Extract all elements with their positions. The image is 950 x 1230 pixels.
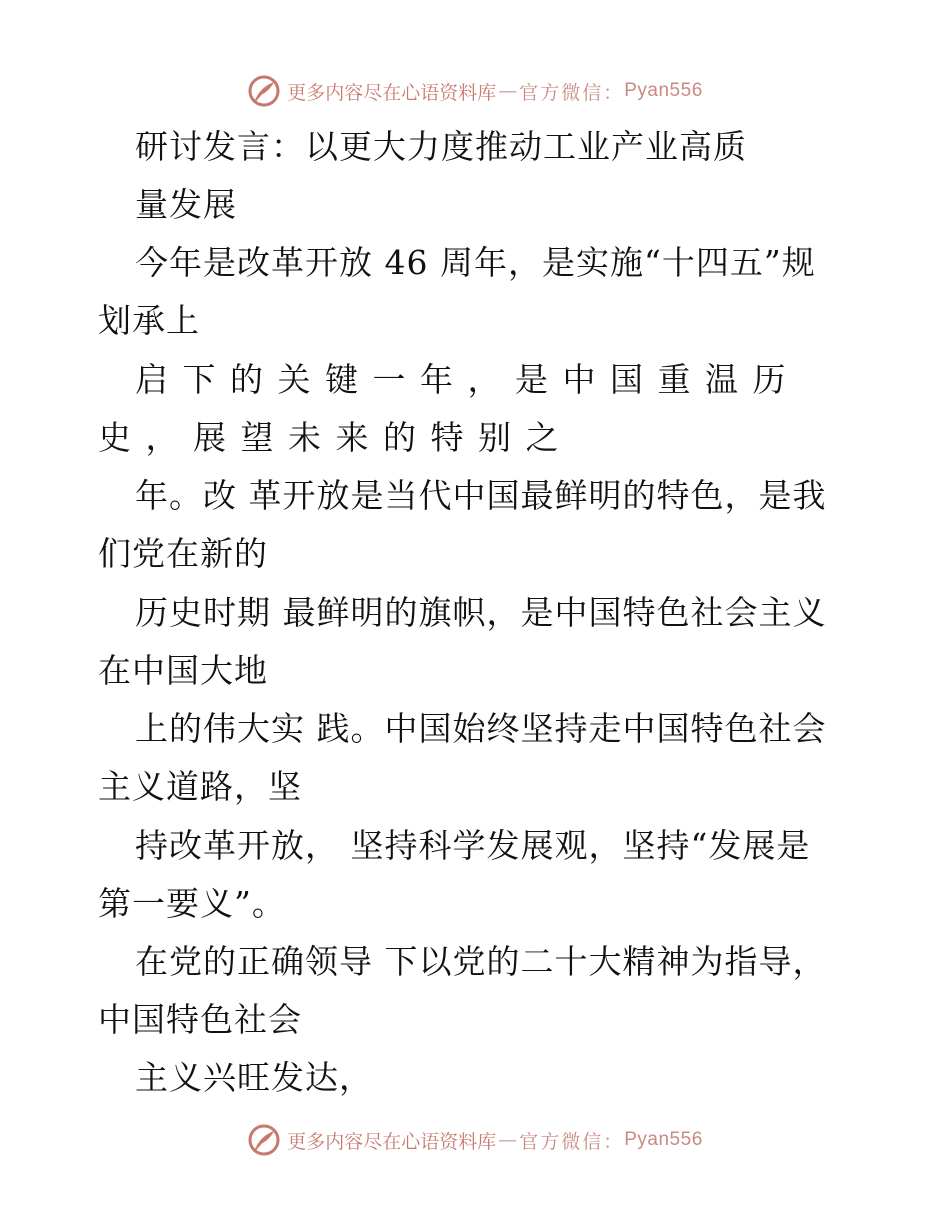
watermark-dash: —	[498, 1129, 518, 1151]
document-title-line-2: 量发展	[135, 185, 237, 224]
watermark-wechat-label: 官方微信：	[519, 81, 625, 104]
paragraph-line: 启下的关键一年，是中国重温历	[135, 360, 800, 399]
paragraph-line: 今年是改革开放 46 周年，是实施“十四五”规	[135, 243, 816, 282]
paragraph-line: 历史时期 最鲜明的旗帜，是中国特色社会主义	[135, 593, 827, 632]
paragraph-line: 年。改 革开放是当代中国最鲜明的特色，是我	[135, 476, 827, 515]
watermark-wechat-id: Pyan556	[624, 80, 703, 101]
paragraph-line: 主义道路，坚	[98, 767, 302, 806]
watermark-library-text: 更多内容尽在心语资料库	[287, 81, 497, 104]
watermark-wechat-label: 官方微信：	[519, 1130, 625, 1153]
paragraph-line: 中国特色社会	[98, 1000, 302, 1039]
paragraph-line: 划承上	[98, 301, 200, 340]
feather-pen-logo-icon	[247, 1123, 281, 1157]
paragraph-line: 史，展望未来的特别之	[98, 418, 573, 457]
paragraph-line: 主义兴旺发达，	[135, 1058, 373, 1097]
watermark-library-text: 更多内容尽在心语资料库	[287, 1130, 497, 1153]
paragraph-line: 们党在新的	[98, 534, 268, 573]
header-watermark	[0, 71, 950, 111]
paragraph-line: 第一要义”。	[98, 884, 286, 923]
watermark-dash: —	[498, 80, 518, 102]
footer-watermark	[0, 1120, 950, 1160]
feather-pen-logo-icon	[247, 74, 281, 108]
paragraph-line: 持改革开放， 坚持科学发展观，坚持“发展是	[135, 826, 811, 865]
document-title-line-1: 研讨发言：以更大力度推动工业产业高质	[135, 127, 747, 166]
paragraph-line: 在党的正确领导 下以党的二十大精神为指导，	[135, 942, 827, 981]
paragraph-line: 在中国大地	[98, 651, 268, 690]
paragraph-line: 上的伟大实 践。中国始终坚持走中国特色社会	[135, 709, 827, 748]
watermark-wechat-id: Pyan556	[624, 1129, 703, 1150]
